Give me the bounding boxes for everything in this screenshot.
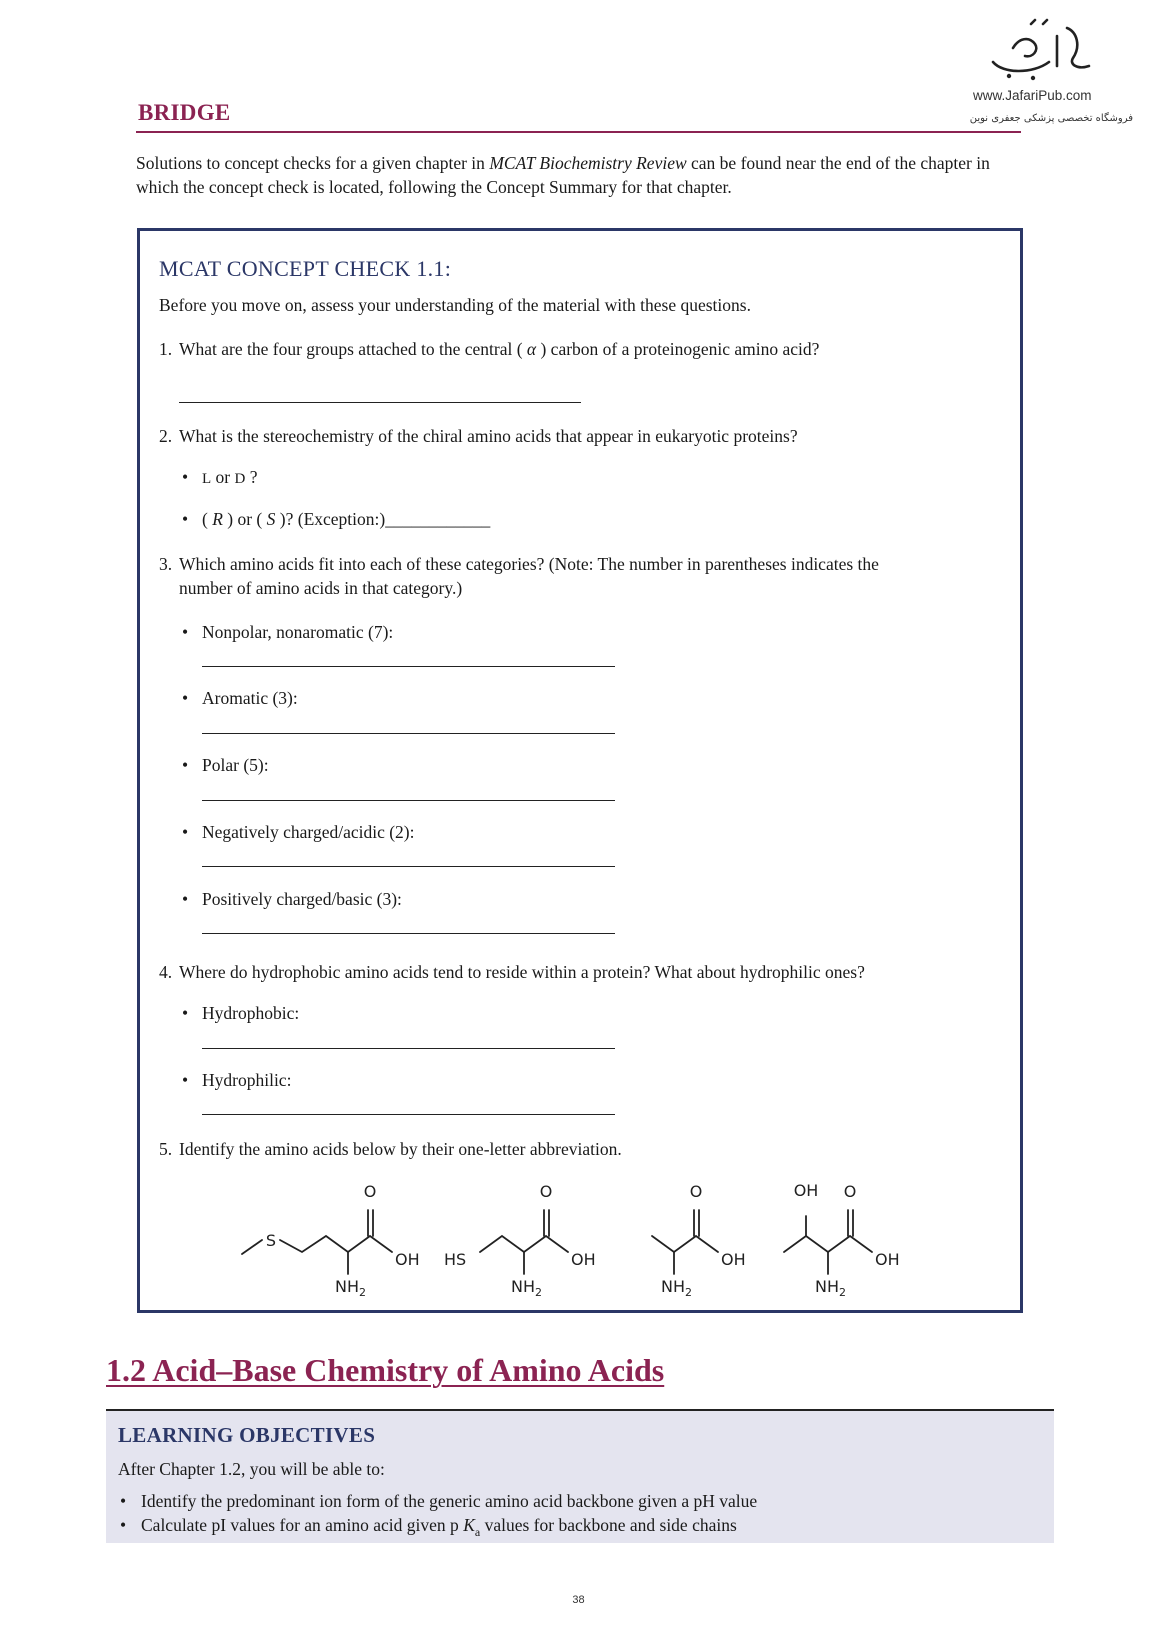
hydroxyl-label: OH (395, 1250, 420, 1269)
list-item: • Identify the predominant ion form of the generic amino acid backbone given a pH value (118, 1491, 757, 1512)
sulfur-label: S (265, 1231, 277, 1250)
publisher-logo (955, 18, 1135, 133)
concept-check-intro: Before you move on, assess your understanding of the material with these questions. (159, 295, 751, 315)
oxygen-label: O (363, 1182, 377, 1201)
list-item: • Nonpolar, nonaromatic (7): (182, 622, 393, 643)
list-item: • Calculate pI values for an amino acid given p $K_a$ values for backbone and side chains (118, 1515, 737, 1536)
list-item: • Hydrophilic: (182, 1070, 291, 1091)
calligraphy-logo-icon (973, 18, 1113, 86)
question-2: 2. What is the stereochemistry of the chiral amino acids that appear in eukaryotic proteins? (159, 426, 798, 446)
oxygen-label: O (843, 1182, 857, 1201)
bridge-text: Solutions to concept checks for a given chapter in MCAT Biochemistry Review can be found near the end of the chapter in which the concept check is located, following the Concept Summary for that chapter. (136, 153, 990, 197)
list-item: • ( R ) or ( S )? (Exception:)____________ (182, 509, 490, 530)
answer-line[interactable] (202, 1048, 615, 1049)
thiol-label: HS (444, 1250, 467, 1269)
amino-acid-structures (232, 1174, 952, 1304)
answer-line[interactable] (202, 800, 615, 801)
list-item: • Positively charged/basic (3): (182, 889, 402, 910)
page-number: 38 (572, 1594, 585, 1606)
answer-line[interactable] (202, 933, 615, 934)
list-item: • Negatively charged/acidic (2): (182, 822, 415, 843)
answer-line[interactable] (202, 733, 615, 734)
hydroxyl-label: OH (721, 1250, 746, 1269)
answer-line[interactable] (202, 1114, 615, 1115)
hydroxyl-label: OH (793, 1181, 819, 1200)
list-item: • Aromatic (3): (182, 688, 298, 709)
question-3: 3. Which amino acids fit into each of these categories? (Note: The number in parentheses indicates the number of amino acids in that category.) (159, 554, 879, 598)
oxygen-label: O (539, 1182, 553, 1201)
learning-objectives-title: LEARNING OBJECTIVES (118, 1423, 376, 1447)
bridge-title: BRIDGE (138, 100, 231, 125)
section-heading: 1.2 Acid–Base Chemistry of Amino Acids (106, 1352, 665, 1388)
list-item: • L or D ? (182, 467, 258, 488)
publisher-url: www.JafariPub.com (973, 88, 1092, 103)
bridge-divider (136, 131, 1021, 133)
question-4: 4. Where do hydrophobic amino acids tend to reside within a protein? What about hydrophilic ones? (159, 962, 865, 982)
list-item: • Polar (5): (182, 755, 269, 776)
answer-line-q1[interactable] (179, 402, 581, 403)
exception-blank[interactable]: ____________ (385, 509, 491, 529)
concept-check-title: MCAT CONCEPT CHECK 1.1: (159, 256, 452, 281)
question-5: 5. Identify the amino acids below by their one-letter abbreviation. (159, 1139, 622, 1159)
answer-line[interactable] (202, 666, 615, 667)
hydroxyl-label: OH (571, 1250, 596, 1269)
question-1: 1. What are the four groups attached to the central ( α ) carbon of a proteinogenic amino acid? (159, 339, 820, 359)
amine-label: $NH_2$ (511, 1277, 542, 1299)
oxygen-label: O (689, 1182, 703, 1201)
publisher-tagline: فروشگاه تخصصی پزشکی جعفری نوین (969, 113, 1133, 124)
learning-objectives-intro: After Chapter 1.2, you will be able to: (118, 1459, 385, 1479)
answer-line[interactable] (202, 866, 615, 867)
amine-label: $NH_2$ (661, 1277, 692, 1299)
hydroxyl-label: OH (875, 1250, 900, 1269)
list-item: • Hydrophobic: (182, 1003, 299, 1024)
learning-objectives-box (106, 1409, 1054, 1543)
book-title: MCAT Biochemistry Review (489, 153, 687, 173)
amine-label: $NH_2$ (815, 1277, 846, 1299)
amine-label: $NH_2$ (335, 1277, 366, 1299)
